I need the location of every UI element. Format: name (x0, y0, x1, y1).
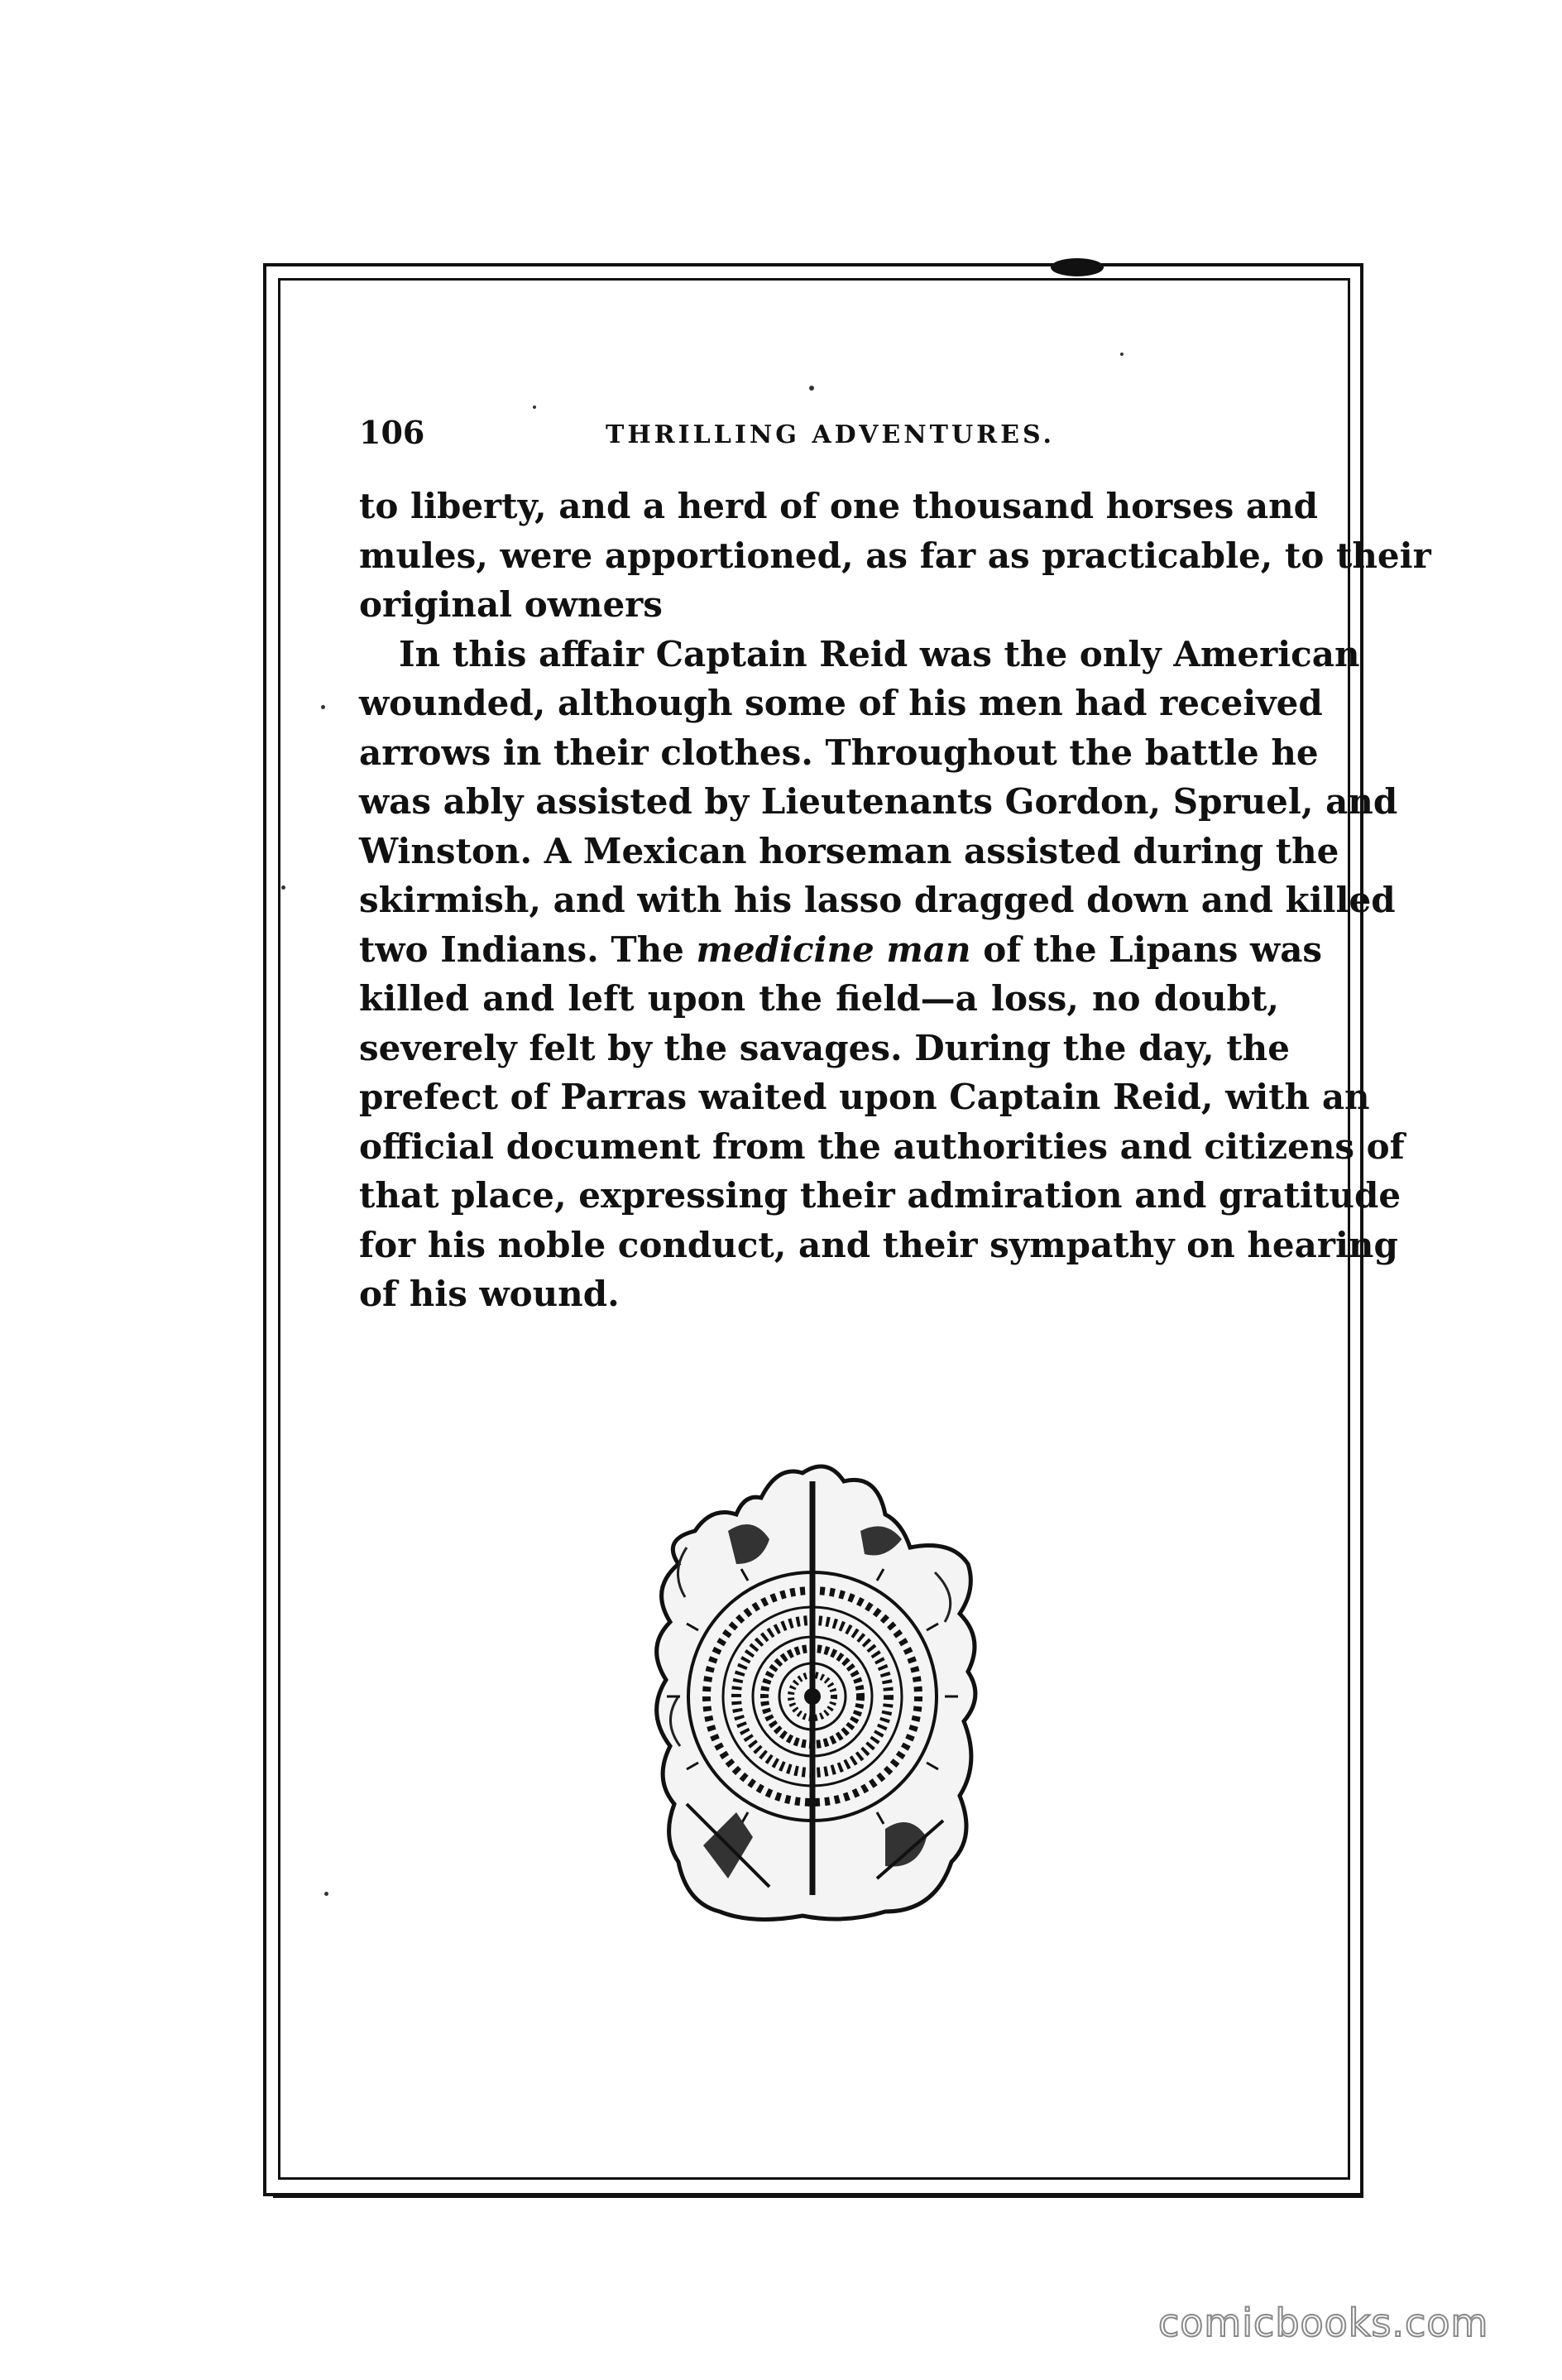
text-fragment: two Indians. The (359, 928, 697, 970)
text-line-with-italic (359, 925, 1323, 975)
text-line: killed and left upon the field—a loss, no doubt, (359, 978, 1279, 1019)
body-text (359, 482, 1431, 1319)
text-line: of his wound. (359, 1274, 620, 1314)
italic-phrase: medicine man (696, 928, 971, 970)
page-header (359, 414, 1269, 463)
page-border-bottom-rule (273, 2193, 1363, 2198)
text-line: to liberty, and a herd of one thousand horses and (359, 486, 1319, 526)
ink-speck (321, 705, 325, 709)
page-number: 106 (359, 414, 425, 451)
text-line: official document from the authorities and citizens of (359, 1125, 1405, 1167)
indian-shield-hide-engraving-icon (637, 1448, 988, 1925)
text-line: skirmish, and with his lasso dragged down and killed (359, 880, 1396, 920)
text-line: arrows in their clothes. Throughout the battle he (359, 732, 1319, 773)
ink-speck (1120, 353, 1124, 356)
text-fragment: of the Lipans was (970, 928, 1323, 970)
text-line: severely felt by the savages. During the day, the (359, 1027, 1290, 1068)
text-line: mules, were apportioned, as far as practicable, to their (359, 535, 1431, 576)
ink-speck (533, 405, 536, 409)
text-line: original owners (359, 584, 663, 625)
text-line: that place, expressing their admiration and gratitude (359, 1175, 1401, 1216)
text-line: wounded, although some of his men had received (359, 683, 1323, 723)
text-line: prefect of Parras waited upon Captain Reid, with an (359, 1077, 1370, 1117)
text-line: for his noble conduct, and their sympathy on hearing (359, 1224, 1398, 1265)
text-line: Winston. A Mexican horseman assisted during the (359, 830, 1339, 871)
text-line: In this affair Captain Reid was the only American (399, 633, 1360, 674)
ink-speck (281, 885, 285, 890)
ink-speck (809, 386, 814, 391)
running-head: THRILLING ADVENTURES. (606, 420, 1055, 449)
ink-speck (324, 1892, 328, 1896)
text-line: was ably assisted by Lieutenants Gordon, Spruel, and (359, 781, 1398, 822)
watermark: comicbooks.com (1158, 2301, 1489, 2345)
ink-blot (1051, 258, 1104, 276)
